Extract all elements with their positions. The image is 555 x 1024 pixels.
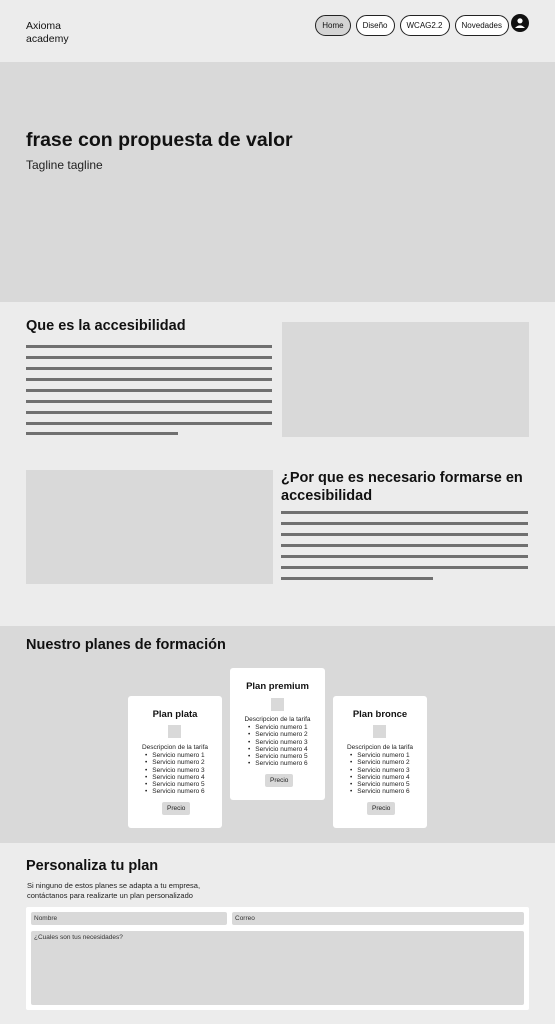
text-line — [281, 566, 528, 569]
why-title: ¿Por que es necesario formarse en accesibilidad — [281, 470, 523, 504]
logo[interactable]: Axioma academy — [26, 20, 69, 45]
plan-description: Descripcion de la tarifa — [141, 744, 209, 751]
about-text-placeholder — [26, 345, 272, 437]
service-item: • Servicio numero 2 — [248, 731, 308, 738]
hero-title: frase con propuesta de valor — [26, 129, 293, 151]
service-item: • Servicio numero 1 — [350, 752, 410, 759]
service-item: • Servicio numero 5 — [350, 781, 410, 788]
plan-image-placeholder — [168, 725, 181, 738]
plan-image-placeholder — [271, 698, 284, 711]
plan-description: Descripcion de la tarifa — [244, 716, 311, 723]
nav-wcag[interactable]: WCAG2.2 — [400, 15, 450, 36]
text-line — [26, 400, 272, 403]
text-line — [281, 522, 528, 525]
service-item: • Servicio numero 4 — [350, 774, 410, 781]
email-field[interactable]: Correo — [232, 912, 524, 925]
plan-title: Plan premium — [246, 681, 309, 692]
needs-textarea[interactable]: ¿Cuales son tus necesidades? — [31, 931, 524, 1005]
about-image-placeholder — [282, 322, 529, 437]
plan-description: Descripcion de la tarifa — [346, 744, 414, 751]
custom-plan-form — [26, 907, 529, 1010]
service-item: • Servicio numero 3 — [145, 767, 205, 774]
service-item: • Servicio numero 2 — [350, 759, 410, 766]
text-line — [26, 345, 272, 348]
custom-text-line-1: Si ninguno de estos planes se adapta a tu empresa, — [27, 881, 201, 890]
plan-title: Plan plata — [152, 709, 198, 720]
plan-services-list — [350, 752, 410, 796]
price-button[interactable]: Precio — [265, 774, 293, 787]
price-button[interactable]: Precio — [367, 802, 395, 815]
plan-card-bronce[interactable] — [333, 696, 427, 828]
text-line — [26, 422, 272, 425]
why-image-placeholder — [26, 470, 273, 584]
text-line — [26, 411, 272, 414]
text-line — [281, 511, 528, 514]
plans-title: Nuestro planes de formación — [26, 637, 226, 653]
service-item: • Servicio numero 5 — [248, 753, 308, 760]
service-item: • Servicio numero 4 — [145, 774, 205, 781]
nav-home[interactable]: Home — [315, 15, 350, 36]
plan-services-list — [248, 724, 308, 768]
user-icon[interactable] — [511, 14, 529, 32]
service-item: • Servicio numero 3 — [248, 739, 308, 746]
text-line — [281, 577, 433, 580]
price-button[interactable]: Precio — [162, 802, 190, 815]
text-line — [26, 432, 178, 435]
text-line — [26, 356, 272, 359]
service-item: • Servicio numero 1 — [145, 752, 205, 759]
text-line — [26, 389, 272, 392]
plan-card-plata[interactable] — [128, 696, 222, 828]
custom-title: Personaliza tu plan — [26, 858, 159, 874]
text-line — [26, 367, 272, 370]
main-nav — [315, 15, 509, 36]
custom-description — [27, 881, 200, 901]
nav-diseno[interactable]: Diseño — [356, 15, 395, 36]
text-line — [26, 378, 272, 381]
custom-text-line-2: contáctanos para realizarte un plan personalizado — [27, 891, 193, 900]
text-line — [281, 544, 528, 547]
service-item: • Servicio numero 5 — [145, 781, 205, 788]
service-item: • Servicio numero 6 — [145, 788, 205, 795]
service-item: • Servicio numero 3 — [350, 767, 410, 774]
service-item: • Servicio numero 6 — [350, 788, 410, 795]
hero-banner — [0, 62, 555, 302]
about-title: Que es la accesibilidad — [26, 318, 186, 334]
plan-image-placeholder — [373, 725, 386, 738]
service-item: • Servicio numero 2 — [145, 759, 205, 766]
plan-card-premium[interactable] — [230, 668, 325, 800]
text-line — [281, 533, 528, 536]
site-header — [0, 0, 555, 62]
hero-tagline: Tagline tagline — [26, 158, 103, 172]
name-field[interactable]: Nombre — [31, 912, 227, 925]
service-item: • Servicio numero 1 — [248, 724, 308, 731]
nav-novedades[interactable]: Novedades — [455, 15, 509, 36]
plan-title: Plan bronce — [352, 709, 408, 720]
service-item: • Servicio numero 4 — [248, 746, 308, 753]
text-line — [281, 555, 528, 558]
plan-services-list — [145, 752, 205, 796]
service-item: • Servicio numero 6 — [248, 760, 308, 767]
why-text-placeholder — [281, 511, 528, 581]
